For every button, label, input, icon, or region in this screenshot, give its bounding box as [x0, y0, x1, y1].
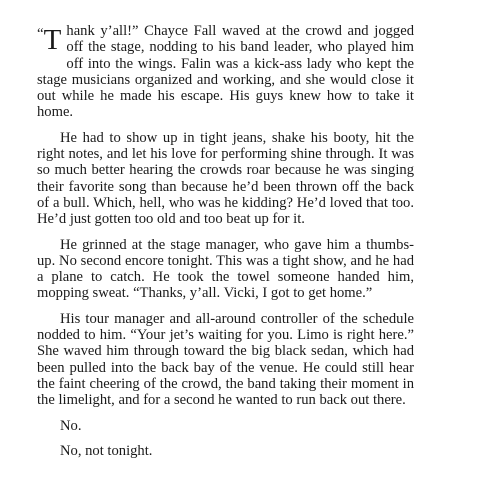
paragraph: No. [60, 417, 82, 434]
paragraph: His tour manager and all-around controller of the schedule nodded to him. “Your jet’s waiting for you. Limo is right here.” She waved him through toward the big black sedan, which had been pulled into the back bay of the venue. He could still hear the faint cheering of the crowd, the band taking their moment in the limelight, and for a second he wanted to run back out there. [37, 310, 414, 409]
opening-rest: kept the stage musicians organized and working, and she would close it out while he made his escape. His guys knew how to take it home. [37, 55, 415, 121]
drop-cap-letter: T [43, 24, 62, 56]
opening-paragraph [37, 23, 414, 121]
opening-paragraph-text [37, 23, 414, 121]
opening-line-3: him off into the wings. Falin was a kick-ass lady who [66, 39, 414, 72]
opening-line-1: hank y’all!” Chayce Fall waved at the crowd and jogged [66, 23, 414, 39]
paragraph: No, not tonight. [60, 442, 153, 459]
paragraph: He had to show up in tight jeans, shake his booty, hit the right notes, and let his love for performing shine through. It was so much better hearing the crowds roar because he was singing their favorite song than because he’d been thrown off the back of a bull. Which, hell, who was he kidding? He’d loved that too. He’d just gotten too old and too beat up for it. [37, 129, 414, 228]
book-page [37, 23, 414, 468]
paragraph: He grinned at the stage manager, who gave him a thumbs-up. No second encore tonight. This was a tight show, and he had a plane to catch. He took the towel someone handed him, mopping sweat. “Thanks, y’all. Vicki, I got to get home.” [37, 236, 414, 302]
drop-cap-quote: “ [37, 26, 44, 42]
drop-cap [37, 23, 61, 59]
opening-line-2: off the stage, nodding to his band leader, who played [66, 39, 387, 56]
